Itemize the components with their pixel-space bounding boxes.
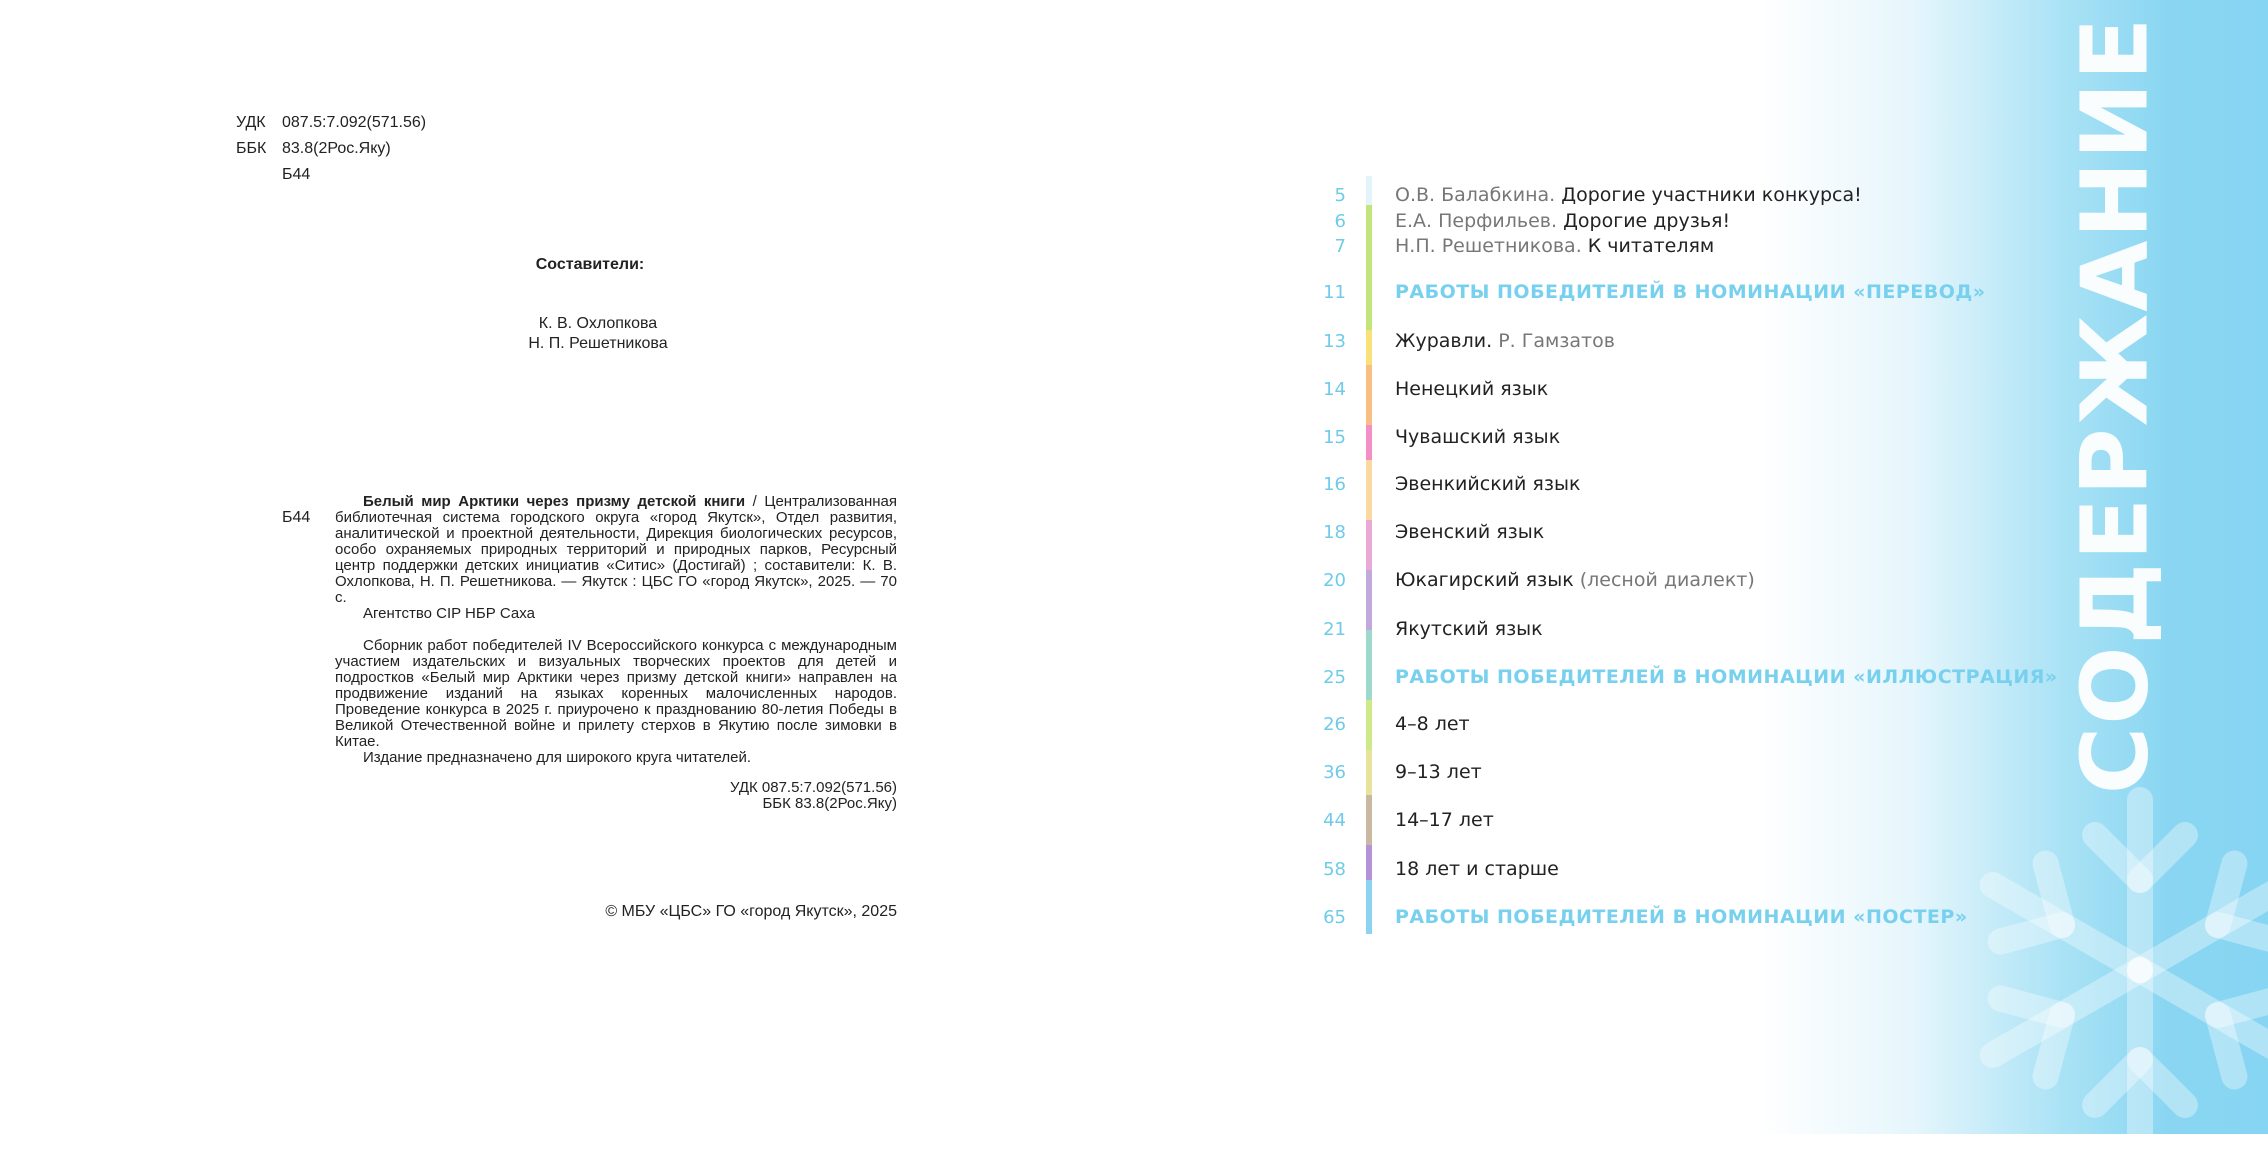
copyright: © МБУ «ЦБС» ГО «город Якутск», 2025: [605, 903, 897, 920]
toc-entry-text: [1395, 235, 1714, 257]
toc-item[interactable]: [1300, 807, 1494, 833]
udk-full: УДК 087.5:7.092(571.56): [729, 779, 897, 796]
toc-author: Р. Гамзатов: [1492, 330, 1615, 352]
toc-entry-text: [1395, 713, 1470, 735]
bbk-full: ББК 83.8(2Рос.Яку): [762, 795, 897, 812]
toc-page-number: 44: [1323, 809, 1346, 831]
udk-value: 087.5:7.092(571.56): [282, 114, 427, 131]
toc-entry-text: [1395, 809, 1494, 831]
toc-item[interactable]: [1300, 279, 1986, 305]
toc-title: Дорогие друзья!: [1557, 210, 1731, 232]
toc-item[interactable]: [1300, 567, 1755, 593]
toc-entry-text: [1395, 426, 1560, 448]
snowflake-icon: [1920, 770, 2268, 1150]
toc-entry-text: [1395, 473, 1580, 495]
toc-page-number: 16: [1323, 473, 1346, 495]
toc-item[interactable]: [1300, 424, 1560, 450]
toc-page-number: 14: [1323, 378, 1346, 400]
toc-title: Эвенкийский язык: [1395, 473, 1581, 495]
toc-page-number: 15: [1323, 426, 1346, 448]
bib-sign: Б44: [282, 509, 311, 526]
toc-entry-text: [1395, 666, 2058, 688]
toc-item[interactable]: [1300, 856, 1559, 882]
compiler: К. В. Охлопкова: [538, 315, 658, 332]
toc-entry-text: [1395, 906, 1968, 928]
author-sign: Б44: [282, 166, 311, 183]
toc-title: Якутский язык: [1395, 618, 1543, 640]
toc-item[interactable]: [1300, 182, 1862, 208]
toc-entry-text: [1395, 330, 1615, 352]
toc-entry-text: [1395, 858, 1559, 880]
toc-title: Ненецкий язык: [1395, 378, 1549, 400]
toc-author: Е.А. Перфильев.: [1395, 210, 1558, 232]
toc-item[interactable]: [1300, 233, 1714, 259]
toc-item[interactable]: [1300, 711, 1470, 737]
toc-title: Юкагирский язык: [1395, 569, 1574, 591]
bib-details: / Централизованная библиотечная система городского округа «город Якутск», Отдел развития, аналитической и проектной деятельности, Дирекция биологических ресурсов, особо охраняемых природных территорий и природных парков, Ресурсный центр поддержки детских инициатив «Ситис» (Достигай) ; составители: К. В. Охлопкова, Н. П. Решетникова. — Якутск : ЦБС ГО «город Якутск», 2025. — 70 с.: [335, 493, 897, 606]
toc-page-number: 21: [1323, 618, 1346, 640]
toc-page-number: 13: [1323, 330, 1346, 352]
bibliographic-record: [335, 494, 897, 812]
toc-page-number: 25: [1323, 666, 1346, 688]
toc-author: О.В. Балабкина.: [1395, 184, 1556, 206]
audience: Издание предназначено для широкого круга читателей.: [363, 749, 752, 766]
toc-title: 4–8 лет: [1395, 713, 1470, 735]
toc-entry-text: [1395, 378, 1548, 400]
bib-title: Белый мир Арктики через призму детской книги: [363, 493, 746, 510]
toc-title: К читателям: [1581, 235, 1715, 257]
agency: Агентство CIP НБР Саха: [363, 605, 535, 622]
toc-entry-text: [1395, 184, 1862, 206]
toc-entry-text: [1395, 618, 1543, 640]
udk-label: УДК: [236, 114, 266, 131]
bbk-value: 83.8(2Рос.Яку): [282, 140, 391, 157]
compiler: Н. П. Решетникова: [528, 335, 668, 352]
compilers-title: Составители:: [535, 256, 645, 273]
toc-title: 18 лет и старше: [1395, 858, 1559, 880]
toc-title: РАБОТЫ ПОБЕДИТЕЛЕЙ В НОМИНАЦИИ «ИЛЛЮСТРАЦИЯ»: [1395, 666, 2058, 688]
toc-title: Чувашский язык: [1395, 426, 1561, 448]
toc-page-number: 26: [1323, 713, 1346, 735]
toc-title: 14–17 лет: [1395, 809, 1494, 831]
toc-title: РАБОТЫ ПОБЕДИТЕЛЕЙ В НОМИНАЦИИ «ПЕРЕВОД»: [1395, 281, 1986, 303]
toc-item[interactable]: [1300, 904, 1968, 930]
toc-author: (лесной диалект): [1573, 569, 1755, 591]
toc-title: 9–13 лет: [1395, 761, 1482, 783]
toc-item[interactable]: [1300, 471, 1580, 497]
toc-page-number: 58: [1323, 858, 1346, 880]
toc-page-number: 6: [1334, 210, 1346, 232]
toc-title: Эвенский язык: [1395, 521, 1545, 543]
toc-page-number: 65: [1323, 906, 1346, 928]
compilers-list: [448, 314, 748, 354]
toc-title: РАБОТЫ ПОБЕДИТЕЛЕЙ В НОМИНАЦИИ «ПОСТЕР»: [1395, 906, 1968, 928]
toc-entry-text: [1395, 281, 1986, 303]
toc-page-number: 7: [1334, 235, 1346, 257]
toc-entry-text: [1395, 569, 1755, 591]
toc-title: Дорогие участники конкурса!: [1555, 184, 1862, 206]
toc-title: СОДЕРЖАНИЕ: [2061, 15, 2169, 795]
toc-item[interactable]: [1300, 664, 2058, 690]
toc-item[interactable]: [1300, 376, 1548, 402]
toc-item[interactable]: [1300, 616, 1543, 642]
toc-page-number: 18: [1323, 521, 1346, 543]
toc-item[interactable]: [1300, 208, 1730, 234]
annotation: Сборник работ победителей IV Всероссийского конкурса с международным участием издательских и визуальных творческих проектов для детей и подростков «Белый мир Арктики через призму детской книги» направлен на продвижение изданий на языках коренных малочисленных народов. Проведение конкурса в 2025 г. приурочено к празднованию 80-летия Победы в Великой Отечественной войне и прилету стерхов в Якутию после зимовки в Китае.: [335, 637, 897, 750]
toc-author: Н.П. Решетникова.: [1395, 235, 1582, 257]
toc-item[interactable]: [1300, 759, 1482, 785]
bbk-label: ББК: [236, 140, 267, 157]
toc-item[interactable]: [1300, 519, 1544, 545]
toc-page-number: 5: [1334, 184, 1346, 206]
toc-item[interactable]: [1300, 328, 1615, 354]
toc-entry-text: [1395, 761, 1482, 783]
toc-title: Журавли.: [1395, 330, 1493, 352]
toc-page-number: 11: [1323, 281, 1346, 303]
toc-entry-text: [1395, 210, 1730, 232]
toc-page-number: 36: [1323, 761, 1346, 783]
toc-page-number: 20: [1323, 569, 1346, 591]
toc-entry-text: [1395, 521, 1544, 543]
